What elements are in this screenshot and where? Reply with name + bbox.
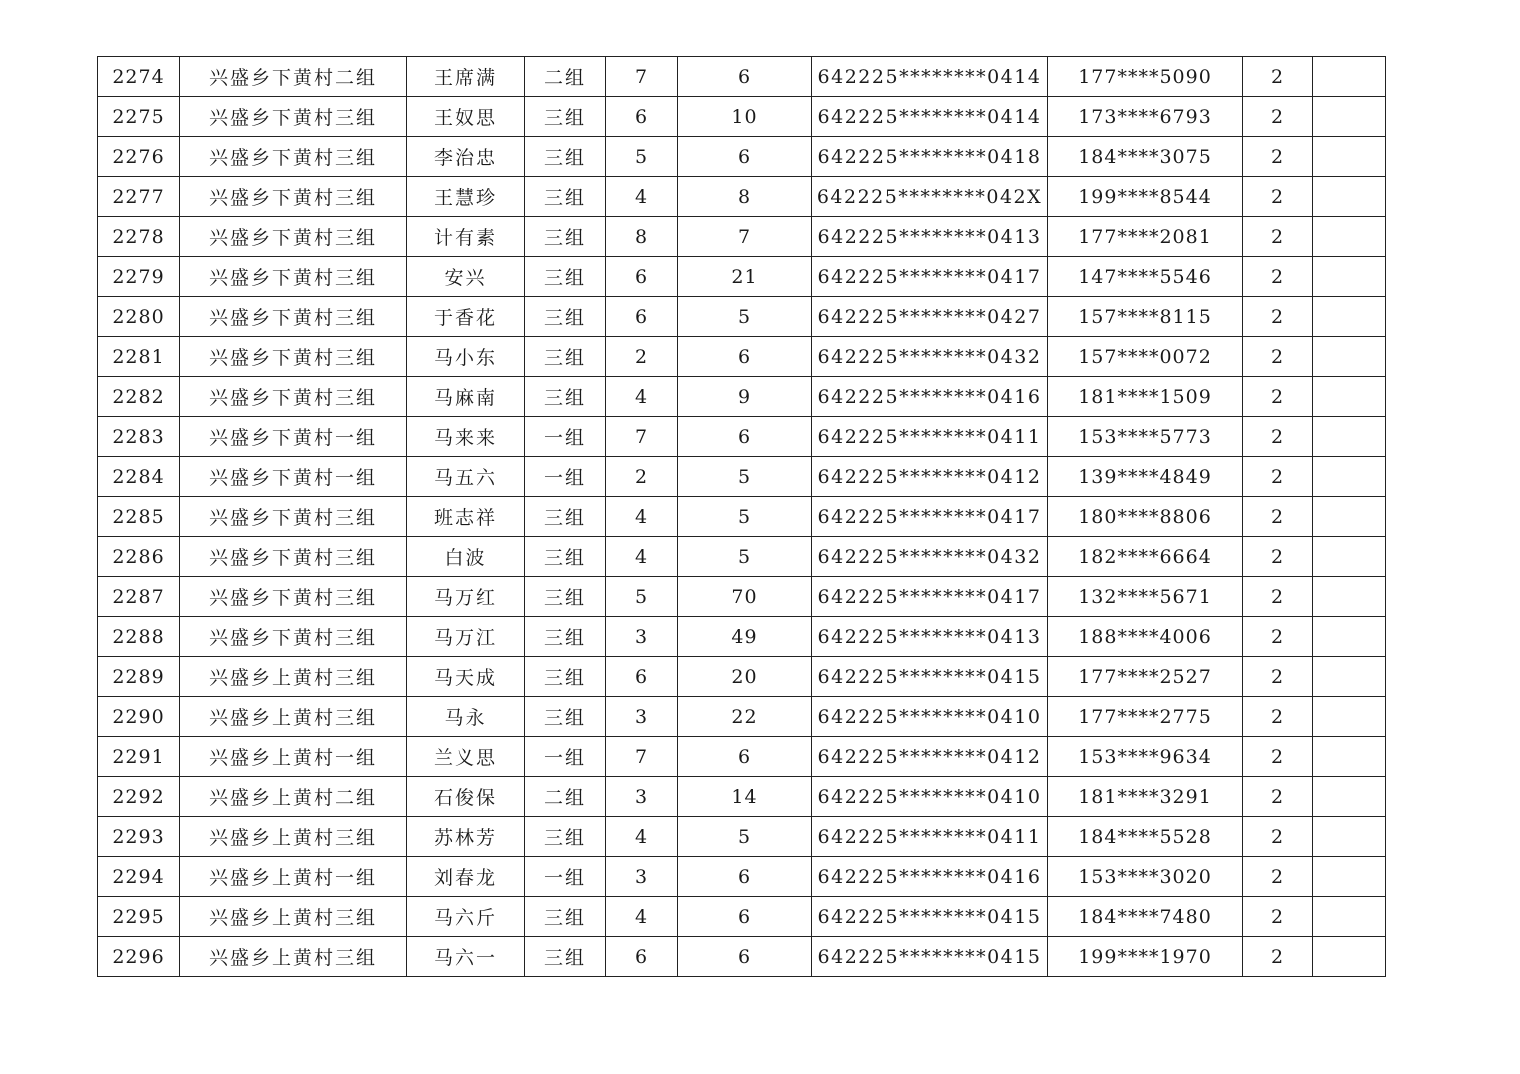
group-cell: 三组 <box>525 297 606 337</box>
phone-cell: 184****5528 <box>1048 817 1243 857</box>
count-c-cell: 2 <box>1243 417 1313 457</box>
count-b-cell: 5 <box>678 497 812 537</box>
remark-cell <box>1313 257 1386 297</box>
count-a-cell: 4 <box>606 537 678 577</box>
table-row <box>98 617 1386 657</box>
group-cell: 三组 <box>525 697 606 737</box>
village-cell: 兴盛乡上黄村一组 <box>180 857 407 897</box>
count-b-cell: 6 <box>678 937 812 977</box>
count-c-cell: 2 <box>1243 177 1313 217</box>
count-b-cell: 5 <box>678 457 812 497</box>
count-b-cell: 49 <box>678 617 812 657</box>
count-c-cell: 2 <box>1243 337 1313 377</box>
village-cell: 兴盛乡下黄村三组 <box>180 177 407 217</box>
count-a-cell: 3 <box>606 857 678 897</box>
name-cell: 刘春龙 <box>407 857 525 897</box>
name-cell: 安兴 <box>407 257 525 297</box>
id-number-cell: 642225********042X <box>812 177 1048 217</box>
remark-cell <box>1313 97 1386 137</box>
count-a-cell: 5 <box>606 577 678 617</box>
count-b-cell: 21 <box>678 257 812 297</box>
group-cell: 三组 <box>525 577 606 617</box>
count-b-cell: 20 <box>678 657 812 697</box>
village-cell: 兴盛乡下黄村三组 <box>180 137 407 177</box>
phone-cell: 153****9634 <box>1048 737 1243 777</box>
table-row <box>98 337 1386 377</box>
count-b-cell: 5 <box>678 817 812 857</box>
count-a-cell: 6 <box>606 257 678 297</box>
phone-cell: 173****6793 <box>1048 97 1243 137</box>
name-cell: 计有素 <box>407 217 525 257</box>
serial-number-cell: 2283 <box>98 417 180 457</box>
id-number-cell: 642225********0412 <box>812 457 1048 497</box>
count-b-cell: 6 <box>678 57 812 97</box>
name-cell: 兰义思 <box>407 737 525 777</box>
remark-cell <box>1313 537 1386 577</box>
group-cell: 三组 <box>525 97 606 137</box>
serial-number-cell: 2279 <box>98 257 180 297</box>
count-a-cell: 2 <box>606 457 678 497</box>
phone-cell: 139****4849 <box>1048 457 1243 497</box>
name-cell: 马万红 <box>407 577 525 617</box>
remark-cell <box>1313 737 1386 777</box>
village-cell: 兴盛乡下黄村三组 <box>180 617 407 657</box>
count-c-cell: 2 <box>1243 97 1313 137</box>
name-cell: 班志祥 <box>407 497 525 537</box>
remark-cell <box>1313 457 1386 497</box>
remark-cell <box>1313 617 1386 657</box>
id-number-cell: 642225********0413 <box>812 217 1048 257</box>
name-cell: 王奴思 <box>407 97 525 137</box>
remark-cell <box>1313 657 1386 697</box>
name-cell: 马天成 <box>407 657 525 697</box>
phone-cell: 177****2527 <box>1048 657 1243 697</box>
count-a-cell: 6 <box>606 657 678 697</box>
serial-number-cell: 2284 <box>98 457 180 497</box>
group-cell: 三组 <box>525 137 606 177</box>
name-cell: 马小东 <box>407 337 525 377</box>
village-cell: 兴盛乡上黄村三组 <box>180 697 407 737</box>
id-number-cell: 642225********0416 <box>812 857 1048 897</box>
village-cell: 兴盛乡下黄村三组 <box>180 97 407 137</box>
table-row <box>98 137 1386 177</box>
count-b-cell: 7 <box>678 217 812 257</box>
count-b-cell: 6 <box>678 137 812 177</box>
table-row <box>98 297 1386 337</box>
group-cell: 三组 <box>525 617 606 657</box>
remark-cell <box>1313 337 1386 377</box>
remark-cell <box>1313 777 1386 817</box>
count-c-cell: 2 <box>1243 657 1313 697</box>
count-c-cell: 2 <box>1243 137 1313 177</box>
serial-number-cell: 2275 <box>98 97 180 137</box>
name-cell: 于香花 <box>407 297 525 337</box>
count-b-cell: 5 <box>678 297 812 337</box>
remark-cell <box>1313 217 1386 257</box>
table-row <box>98 377 1386 417</box>
phone-cell: 181****3291 <box>1048 777 1243 817</box>
id-number-cell: 642225********0415 <box>812 897 1048 937</box>
group-cell: 一组 <box>525 737 606 777</box>
table-row <box>98 97 1386 137</box>
phone-cell: 182****6664 <box>1048 537 1243 577</box>
roster-table <box>97 56 1386 977</box>
serial-number-cell: 2282 <box>98 377 180 417</box>
count-a-cell: 5 <box>606 137 678 177</box>
count-c-cell: 2 <box>1243 377 1313 417</box>
remark-cell <box>1313 57 1386 97</box>
count-b-cell: 22 <box>678 697 812 737</box>
village-cell: 兴盛乡上黄村三组 <box>180 937 407 977</box>
group-cell: 三组 <box>525 217 606 257</box>
table-row <box>98 457 1386 497</box>
table-row <box>98 657 1386 697</box>
id-number-cell: 642225********0414 <box>812 57 1048 97</box>
remark-cell <box>1313 857 1386 897</box>
table-row <box>98 857 1386 897</box>
phone-cell: 199****1970 <box>1048 937 1243 977</box>
group-cell: 三组 <box>525 337 606 377</box>
count-c-cell: 2 <box>1243 497 1313 537</box>
table-row <box>98 257 1386 297</box>
phone-cell: 177****2081 <box>1048 217 1243 257</box>
table-row <box>98 537 1386 577</box>
remark-cell <box>1313 177 1386 217</box>
name-cell: 马来来 <box>407 417 525 457</box>
remark-cell <box>1313 817 1386 857</box>
count-a-cell: 3 <box>606 617 678 657</box>
serial-number-cell: 2292 <box>98 777 180 817</box>
group-cell: 三组 <box>525 937 606 977</box>
village-cell: 兴盛乡上黄村二组 <box>180 777 407 817</box>
serial-number-cell: 2285 <box>98 497 180 537</box>
serial-number-cell: 2289 <box>98 657 180 697</box>
count-a-cell: 7 <box>606 737 678 777</box>
id-number-cell: 642225********0410 <box>812 697 1048 737</box>
count-b-cell: 14 <box>678 777 812 817</box>
serial-number-cell: 2291 <box>98 737 180 777</box>
count-a-cell: 3 <box>606 777 678 817</box>
id-number-cell: 642225********0417 <box>812 577 1048 617</box>
phone-cell: 147****5546 <box>1048 257 1243 297</box>
serial-number-cell: 2274 <box>98 57 180 97</box>
id-number-cell: 642225********0411 <box>812 417 1048 457</box>
count-a-cell: 4 <box>606 377 678 417</box>
count-a-cell: 6 <box>606 937 678 977</box>
id-number-cell: 642225********0414 <box>812 97 1048 137</box>
village-cell: 兴盛乡下黄村三组 <box>180 537 407 577</box>
serial-number-cell: 2281 <box>98 337 180 377</box>
serial-number-cell: 2296 <box>98 937 180 977</box>
phone-cell: 181****1509 <box>1048 377 1243 417</box>
remark-cell <box>1313 297 1386 337</box>
count-a-cell: 2 <box>606 337 678 377</box>
count-c-cell: 2 <box>1243 777 1313 817</box>
serial-number-cell: 2286 <box>98 537 180 577</box>
village-cell: 兴盛乡上黄村一组 <box>180 737 407 777</box>
village-cell: 兴盛乡下黄村三组 <box>180 497 407 537</box>
count-c-cell: 2 <box>1243 817 1313 857</box>
table-row <box>98 697 1386 737</box>
count-c-cell: 2 <box>1243 217 1313 257</box>
village-cell: 兴盛乡上黄村三组 <box>180 897 407 937</box>
id-number-cell: 642225********0427 <box>812 297 1048 337</box>
phone-cell: 184****7480 <box>1048 897 1243 937</box>
phone-cell: 184****3075 <box>1048 137 1243 177</box>
village-cell: 兴盛乡下黄村三组 <box>180 217 407 257</box>
name-cell: 马五六 <box>407 457 525 497</box>
id-number-cell: 642225********0432 <box>812 337 1048 377</box>
table-row <box>98 817 1386 857</box>
id-number-cell: 642225********0417 <box>812 257 1048 297</box>
table-row <box>98 417 1386 457</box>
remark-cell <box>1313 577 1386 617</box>
remark-cell <box>1313 697 1386 737</box>
id-number-cell: 642225********0416 <box>812 377 1048 417</box>
serial-number-cell: 2293 <box>98 817 180 857</box>
count-c-cell: 2 <box>1243 577 1313 617</box>
count-c-cell: 2 <box>1243 297 1313 337</box>
name-cell: 王慧珍 <box>407 177 525 217</box>
village-cell: 兴盛乡下黄村一组 <box>180 417 407 457</box>
count-a-cell: 3 <box>606 697 678 737</box>
village-cell: 兴盛乡下黄村一组 <box>180 457 407 497</box>
village-cell: 兴盛乡上黄村三组 <box>180 657 407 697</box>
name-cell: 马六斤 <box>407 897 525 937</box>
serial-number-cell: 2288 <box>98 617 180 657</box>
table-row <box>98 57 1386 97</box>
name-cell: 李治忠 <box>407 137 525 177</box>
count-c-cell: 2 <box>1243 537 1313 577</box>
group-cell: 二组 <box>525 57 606 97</box>
name-cell: 王席满 <box>407 57 525 97</box>
village-cell: 兴盛乡上黄村三组 <box>180 817 407 857</box>
count-b-cell: 8 <box>678 177 812 217</box>
count-c-cell: 2 <box>1243 697 1313 737</box>
village-cell: 兴盛乡下黄村二组 <box>180 57 407 97</box>
count-a-cell: 4 <box>606 897 678 937</box>
remark-cell <box>1313 377 1386 417</box>
name-cell: 马永 <box>407 697 525 737</box>
group-cell: 三组 <box>525 257 606 297</box>
serial-number-cell: 2280 <box>98 297 180 337</box>
count-c-cell: 2 <box>1243 897 1313 937</box>
phone-cell: 153****3020 <box>1048 857 1243 897</box>
count-a-cell: 7 <box>606 57 678 97</box>
serial-number-cell: 2295 <box>98 897 180 937</box>
count-b-cell: 6 <box>678 857 812 897</box>
phone-cell: 157****8115 <box>1048 297 1243 337</box>
count-c-cell: 2 <box>1243 457 1313 497</box>
serial-number-cell: 2278 <box>98 217 180 257</box>
name-cell: 马麻南 <box>407 377 525 417</box>
name-cell: 苏林芳 <box>407 817 525 857</box>
group-cell: 三组 <box>525 497 606 537</box>
village-cell: 兴盛乡下黄村三组 <box>180 297 407 337</box>
count-b-cell: 70 <box>678 577 812 617</box>
table-row <box>98 737 1386 777</box>
group-cell: 一组 <box>525 457 606 497</box>
id-number-cell: 642225********0415 <box>812 657 1048 697</box>
name-cell: 石俊保 <box>407 777 525 817</box>
village-cell: 兴盛乡下黄村三组 <box>180 577 407 617</box>
id-number-cell: 642225********0417 <box>812 497 1048 537</box>
remark-cell <box>1313 497 1386 537</box>
village-cell: 兴盛乡下黄村三组 <box>180 337 407 377</box>
remark-cell <box>1313 937 1386 977</box>
phone-cell: 180****8806 <box>1048 497 1243 537</box>
id-number-cell: 642225********0415 <box>812 937 1048 977</box>
table-row <box>98 497 1386 537</box>
name-cell: 马六一 <box>407 937 525 977</box>
group-cell: 一组 <box>525 857 606 897</box>
count-a-cell: 6 <box>606 297 678 337</box>
count-a-cell: 6 <box>606 97 678 137</box>
table-row <box>98 897 1386 937</box>
count-b-cell: 6 <box>678 897 812 937</box>
id-number-cell: 642225********0412 <box>812 737 1048 777</box>
phone-cell: 177****5090 <box>1048 57 1243 97</box>
count-b-cell: 6 <box>678 737 812 777</box>
group-cell: 二组 <box>525 777 606 817</box>
group-cell: 一组 <box>525 417 606 457</box>
id-number-cell: 642225********0410 <box>812 777 1048 817</box>
count-c-cell: 2 <box>1243 937 1313 977</box>
table-row <box>98 217 1386 257</box>
group-cell: 三组 <box>525 897 606 937</box>
phone-cell: 157****0072 <box>1048 337 1243 377</box>
count-a-cell: 7 <box>606 417 678 457</box>
count-b-cell: 10 <box>678 97 812 137</box>
count-c-cell: 2 <box>1243 257 1313 297</box>
count-c-cell: 2 <box>1243 857 1313 897</box>
roster-body <box>98 57 1386 977</box>
group-cell: 三组 <box>525 657 606 697</box>
remark-cell <box>1313 897 1386 937</box>
group-cell: 三组 <box>525 537 606 577</box>
name-cell: 马万江 <box>407 617 525 657</box>
table-row <box>98 177 1386 217</box>
remark-cell <box>1313 417 1386 457</box>
table-row <box>98 777 1386 817</box>
serial-number-cell: 2277 <box>98 177 180 217</box>
table-row <box>98 937 1386 977</box>
serial-number-cell: 2294 <box>98 857 180 897</box>
count-a-cell: 8 <box>606 217 678 257</box>
serial-number-cell: 2287 <box>98 577 180 617</box>
phone-cell: 188****4006 <box>1048 617 1243 657</box>
phone-cell: 132****5671 <box>1048 577 1243 617</box>
group-cell: 三组 <box>525 177 606 217</box>
group-cell: 三组 <box>525 377 606 417</box>
count-c-cell: 2 <box>1243 617 1313 657</box>
group-cell: 三组 <box>525 817 606 857</box>
name-cell: 白波 <box>407 537 525 577</box>
id-number-cell: 642225********0432 <box>812 537 1048 577</box>
count-a-cell: 4 <box>606 177 678 217</box>
phone-cell: 199****8544 <box>1048 177 1243 217</box>
village-cell: 兴盛乡下黄村三组 <box>180 377 407 417</box>
count-b-cell: 6 <box>678 337 812 377</box>
remark-cell <box>1313 137 1386 177</box>
phone-cell: 177****2775 <box>1048 697 1243 737</box>
serial-number-cell: 2290 <box>98 697 180 737</box>
count-a-cell: 4 <box>606 497 678 537</box>
count-a-cell: 4 <box>606 817 678 857</box>
count-b-cell: 6 <box>678 417 812 457</box>
table-row <box>98 577 1386 617</box>
id-number-cell: 642225********0418 <box>812 137 1048 177</box>
count-b-cell: 5 <box>678 537 812 577</box>
village-cell: 兴盛乡下黄村三组 <box>180 257 407 297</box>
phone-cell: 153****5773 <box>1048 417 1243 457</box>
count-c-cell: 2 <box>1243 737 1313 777</box>
id-number-cell: 642225********0413 <box>812 617 1048 657</box>
count-b-cell: 9 <box>678 377 812 417</box>
count-c-cell: 2 <box>1243 57 1313 97</box>
serial-number-cell: 2276 <box>98 137 180 177</box>
id-number-cell: 642225********0411 <box>812 817 1048 857</box>
